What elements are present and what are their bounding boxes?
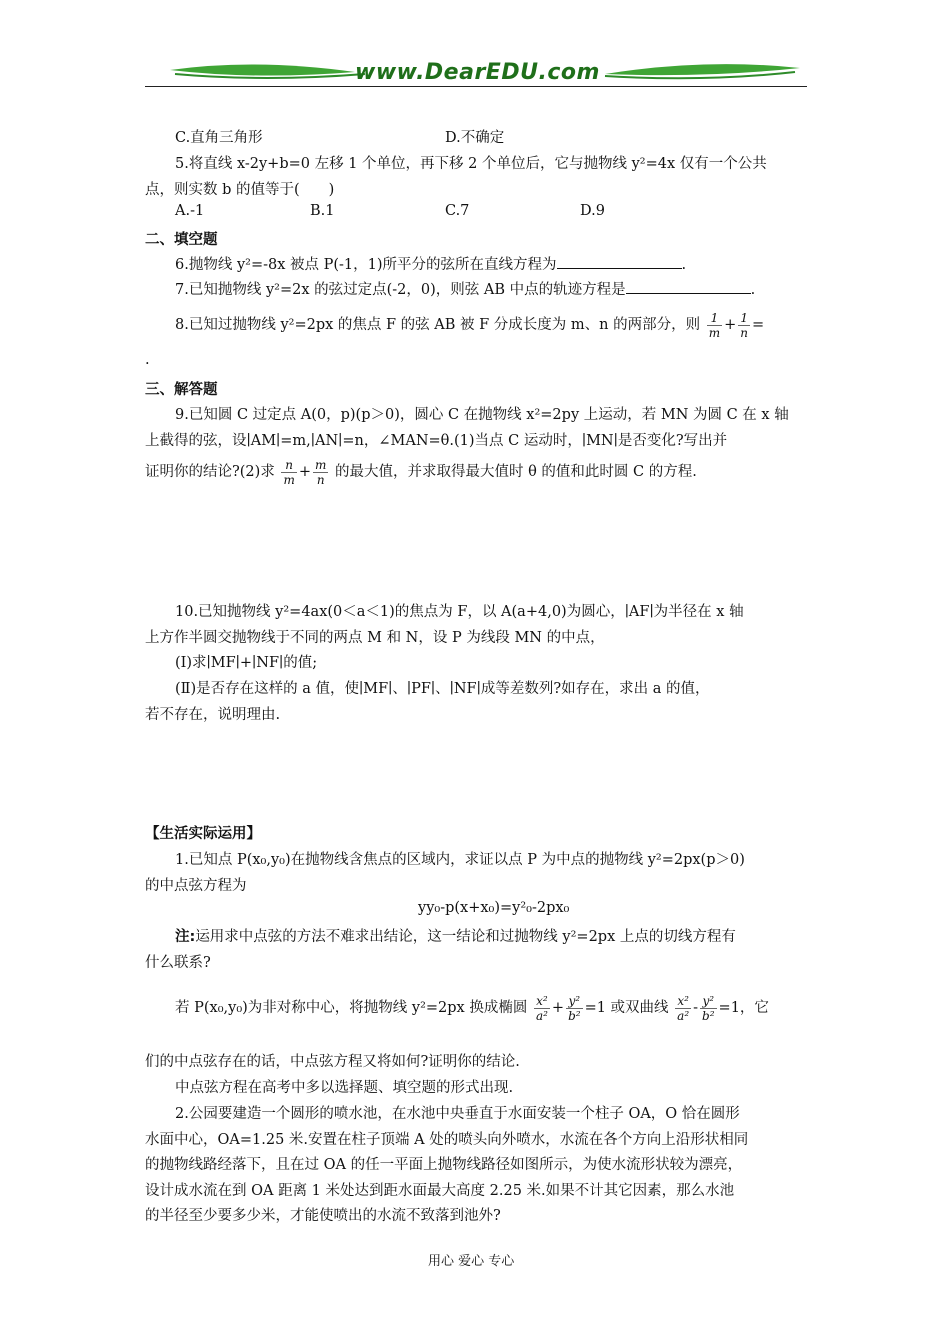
- life1-ext-line2: 们的中点弦存在的话，中点弦方程又将如何?证明你的结论.: [145, 1054, 520, 1070]
- q9-f2-den: n: [316, 472, 325, 487]
- q9-f2-num: m: [314, 457, 327, 472]
- section-life-title: 【生活实际运用】: [145, 826, 261, 842]
- q8-text: 8.已知过抛物线 y²=2px 的焦点 F 的弦 AB 被 F 分成长度为 m、n 的两部分，则: [175, 317, 701, 333]
- life2-line2: 水面中心，OA=1.25 米.安置在柱子顶端 A 处的喷头向外喷水，水流在各个方向上沿形状相同: [145, 1132, 749, 1148]
- q4-option-d: D.不确定: [445, 130, 505, 146]
- q9-line1: 9.已知圆 C 过定点 A(0，p)(p＞0)，圆心 C 在抛物线 x²=2py 上运动，若 MN 为圆 C 在 x 轴: [175, 407, 789, 423]
- q6: [175, 253, 686, 274]
- q8-f2-den: n: [740, 325, 748, 340]
- q8-f1-num: 1: [707, 311, 722, 326]
- q8-trailing-dot: .: [145, 352, 150, 368]
- q7-text: 7.已知抛物线 y²=2x 的弦过定点(-2，0)，则弦 AB 中点的轨迹方程是: [175, 282, 626, 298]
- q8-f1-den: m: [708, 325, 721, 340]
- q8-fraction-1: [707, 311, 722, 340]
- q9-fraction-1: [281, 458, 296, 487]
- q10-part1: (Ⅰ)求∣MF∣+∣NF∣的值;: [175, 655, 318, 671]
- hyperbola-y: y²: [700, 994, 717, 1009]
- life1-formula: yy₀-p(x+x₀)=y²₀-2px₀: [418, 900, 570, 916]
- ellipse-a: a²: [535, 1008, 548, 1023]
- hyperbola-frac-y: [700, 994, 717, 1023]
- q9-plus: +: [298, 464, 311, 480]
- header-rule: [145, 86, 807, 87]
- q9-fraction-2: [313, 458, 328, 487]
- life1-note-line2: 什么联系?: [145, 955, 211, 971]
- q9-f1-den: m: [283, 472, 295, 487]
- q8-f2-num: 1: [738, 311, 750, 326]
- q4-option-c: C.直角三角形: [175, 130, 263, 146]
- q5-option-a: A.-1: [175, 203, 205, 219]
- q5-option-c: C.7: [445, 203, 470, 219]
- q9-line2: 上截得的弦，设∣AM∣=m,∣AN∣=n，∠MAN=θ.(1)当点 C 运动时，∣MN∣是否变化?写出并: [145, 433, 728, 449]
- ellipse-plus: +: [551, 1000, 565, 1016]
- ellipse-b: b²: [568, 1008, 581, 1023]
- q6-end: .: [681, 257, 687, 273]
- hyperbola-a: a²: [677, 1008, 690, 1023]
- q10-line1: 10.已知抛物线 y²=4ax(0＜a＜1)的焦点为 F，以 A(a+4,0)为圆心，∣AF∣为半径在 x 轴: [175, 604, 744, 620]
- page-footer: 用心 爱心 专心: [428, 1254, 515, 1269]
- q9-line3-pre: 证明你的结论?(2)求: [145, 464, 275, 480]
- q7-answer-blank[interactable]: [626, 279, 751, 294]
- q5-option-b: B.1: [310, 203, 335, 219]
- ellipse-eq: =1 或双曲线: [584, 1000, 669, 1016]
- life1-ext-line1: [175, 985, 769, 1031]
- q5-line1: 5.将直线 x-2y+b=0 左移 1 个单位，再下移 2 个单位后，它与抛物线 y²=4x 仅有一个公共: [175, 156, 767, 172]
- q8-plus: +: [724, 317, 737, 333]
- q8: [175, 305, 764, 345]
- section-solve-title: 三、解答题: [145, 382, 218, 398]
- ellipse-frac-x: [534, 994, 550, 1023]
- q10-part2-line1: (Ⅱ)是否存在这样的 a 值，使∣MF∣、∣PF∣、∣NF∣成等差数列?如存在，求出 a 的值，: [175, 681, 710, 697]
- logo-text: www.DearEDU.com: [355, 60, 600, 85]
- q8-equals: =: [752, 317, 765, 333]
- q9-line3-post: 的最大值，并求取得最大值时 θ 的值和此时圆 C 的方程.: [334, 464, 697, 480]
- ext-pre: 若 P(x₀,y₀)为非对称中心，将抛物线 y²=2px 换成椭圆: [175, 1000, 528, 1016]
- q7-end: .: [750, 282, 756, 298]
- hyperbola-b: b²: [702, 1008, 715, 1023]
- q6-answer-blank[interactable]: [557, 254, 682, 269]
- life2-line5: 的半径至少要多少米，才能使喷出的水流不致落到池外?: [145, 1208, 501, 1224]
- ellipse-x: x²: [534, 994, 550, 1009]
- life1-note-line1: [175, 925, 736, 946]
- q6-text: 6.抛物线 y²=-8x 被点 P(-1，1)所平分的弦所在直线方程为: [175, 257, 557, 273]
- life2-line4: 设计成水流在到 OA 距离 1 米处达到距水面最大高度 2.25 米.如果不计其它因素，那么水池: [145, 1183, 735, 1199]
- ellipse-y: y²: [566, 994, 583, 1009]
- q9-f1-num: n: [281, 458, 296, 473]
- hyperbola-x: x²: [675, 994, 691, 1009]
- section-fill-in-title: 二、填空题: [145, 232, 218, 248]
- life1-line1: 1.已知点 P(x₀,y₀)在抛物线含焦点的区域内，求证以点 P 为中点的抛物线 y²=2px(p＞0): [175, 852, 745, 868]
- hyperbola-eq: =1，它: [718, 1000, 769, 1016]
- q5-option-d: D.9: [580, 203, 605, 219]
- q5-line2: 点，则实数 b 的值等于( ): [145, 182, 335, 198]
- q10-line2: 上方作半圆交抛物线于不同的两点 M 和 N，设 P 为线段 MN 的中点，: [145, 630, 605, 646]
- q8-fraction-2: [738, 311, 750, 340]
- q7: [175, 278, 755, 299]
- life1-ext-line3: 中点弦方程在高考中多以选择题、填空题的形式出现.: [175, 1080, 514, 1096]
- life2-line3: 的抛物线路经落下，且在过 OA 的任一平面上抛物线路径如图所示，为使水流形状较为漂亮，: [145, 1157, 743, 1173]
- life2-line1: 2.公园要建造一个圆形的喷水池，在水池中央垂直于水面安装一个柱子 OA，O 恰在圆形: [175, 1106, 740, 1122]
- q10-part2-line2: 若不存在，说明理由.: [145, 707, 281, 723]
- note-label: 注:: [175, 929, 196, 945]
- hyperbola-minus: -: [693, 1000, 699, 1016]
- life1-line2: 的中点弦方程为: [145, 878, 247, 894]
- ellipse-frac-y: [566, 994, 583, 1023]
- note-text: 运用求中点弦的方法不难求出结论，这一结论和过抛物线 y²=2px 上点的切线方程有: [195, 929, 736, 945]
- q9-line3: [145, 452, 697, 492]
- hyperbola-frac-x: [675, 994, 691, 1023]
